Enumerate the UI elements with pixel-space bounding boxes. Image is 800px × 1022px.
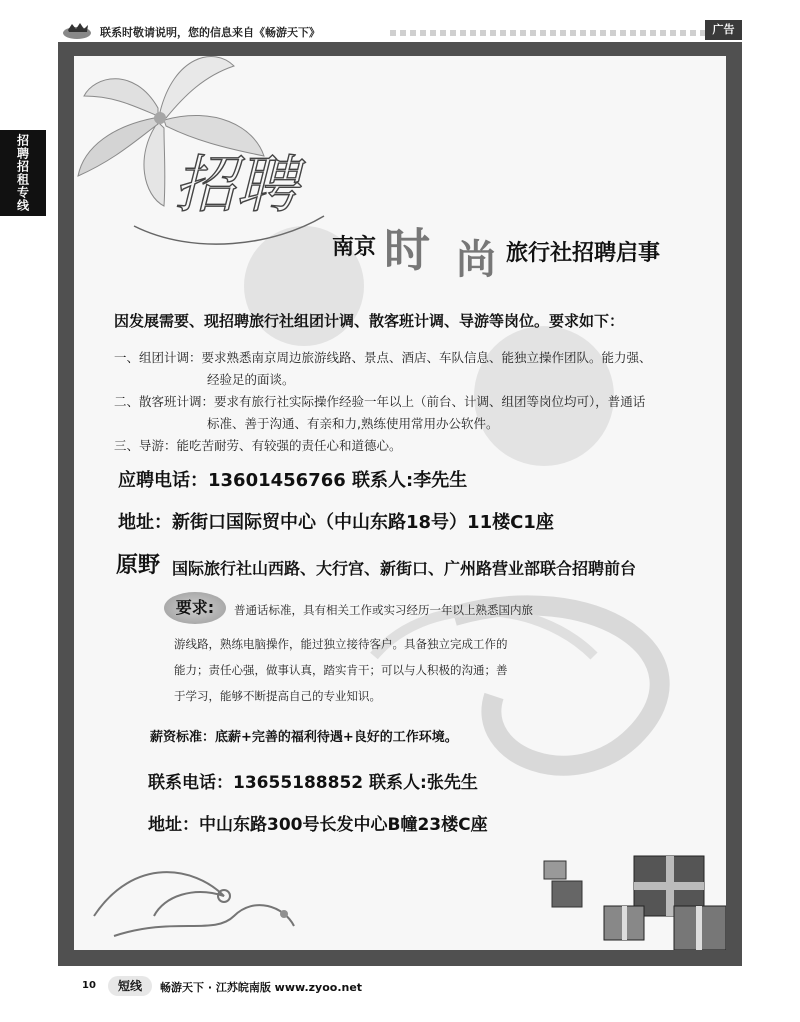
magazine-logo-icon [60, 22, 94, 40]
ad2-headline: 国际旅行社山西路、大行宫、新街口、广州路营业部联合招聘前台 [172, 559, 637, 578]
list-item: 二、散客班计调：要求有旅行社实际操作经验一年以上（前台、计调、组团等岗位均可），普通话 [114, 394, 646, 409]
footer-publication: 畅游天下 · 江苏皖南版 www.zyoo.net [160, 981, 363, 994]
title-prefix: 南京 [332, 235, 377, 260]
bottom-flourish-icon [94, 872, 294, 936]
ad-label: 广告 [705, 20, 742, 40]
ad-content-area [74, 56, 726, 950]
section-badge: 短线 [108, 976, 152, 996]
ad2-salary: 薪资标准：底薪+完善的福利待遇+良好的工作环境。 [150, 730, 458, 745]
section-side-tab: 招聘招租专线 [0, 130, 46, 216]
page-footer [60, 974, 560, 998]
requirements-badge: 要求: [164, 592, 226, 624]
gift-boxes-icon [544, 856, 726, 950]
ad2-phone: 联系电话：13655188852 联系人:张先生 [148, 773, 478, 793]
ad1-address: 地址：新街口国际贸中心（中山东路18号）11楼C1座 [118, 512, 554, 533]
list-item-cont: 标准、善于沟通、有亲和力,熟练使用常用办公软件。 [207, 416, 499, 431]
ad1-phone: 应聘电话：13601456766 联系人:李先生 [118, 470, 468, 491]
requirement-line: 普通话标准，具有相关工作或实习经历一年以上熟悉国内旅 [234, 603, 533, 617]
requirement-line: 于学习，能够不断提高自己的专业知识。 [174, 689, 381, 703]
page-number: 10 [82, 980, 96, 991]
list-item: 一、组团计调：要求熟悉南京周边旅游线路、景点、酒店、车队信息、能独立操作团队。能力强、 [114, 350, 652, 365]
source-notice: 联系时敬请说明，您的信息来自《畅游天下》 [100, 26, 320, 39]
ad2-brand: 原野 [116, 553, 161, 578]
list-item-cont: 经验足的面谈。 [207, 372, 295, 387]
top-banner [60, 22, 720, 42]
calligraphy-title: 招聘 [174, 148, 299, 221]
ad1-intro: 因发展需要、现招聘旅行社组团计调、散客班计调、导游等岗位。要求如下： [114, 312, 625, 330]
watermark-floral-icon [244, 226, 660, 766]
title-char-shi: 时 [384, 223, 430, 277]
title-char-shang: 尚 [456, 237, 496, 283]
requirement-line: 能力；责任心强，做事认真，踏实肯干；可以与人积极的沟通；善 [174, 663, 508, 677]
ad2-address: 地址：中山东路300号长发中心B幢23楼C座 [148, 815, 488, 835]
requirement-line: 游线路，熟练电脑操作，能过独立接待客户。具备独立完成工作的 [174, 637, 508, 651]
title-suffix: 旅行社招聘启事 [506, 241, 661, 266]
decorative-dashes [390, 30, 730, 36]
list-item: 三、导游：能吃苦耐劳、有较强的责任心和道德心。 [114, 438, 402, 453]
